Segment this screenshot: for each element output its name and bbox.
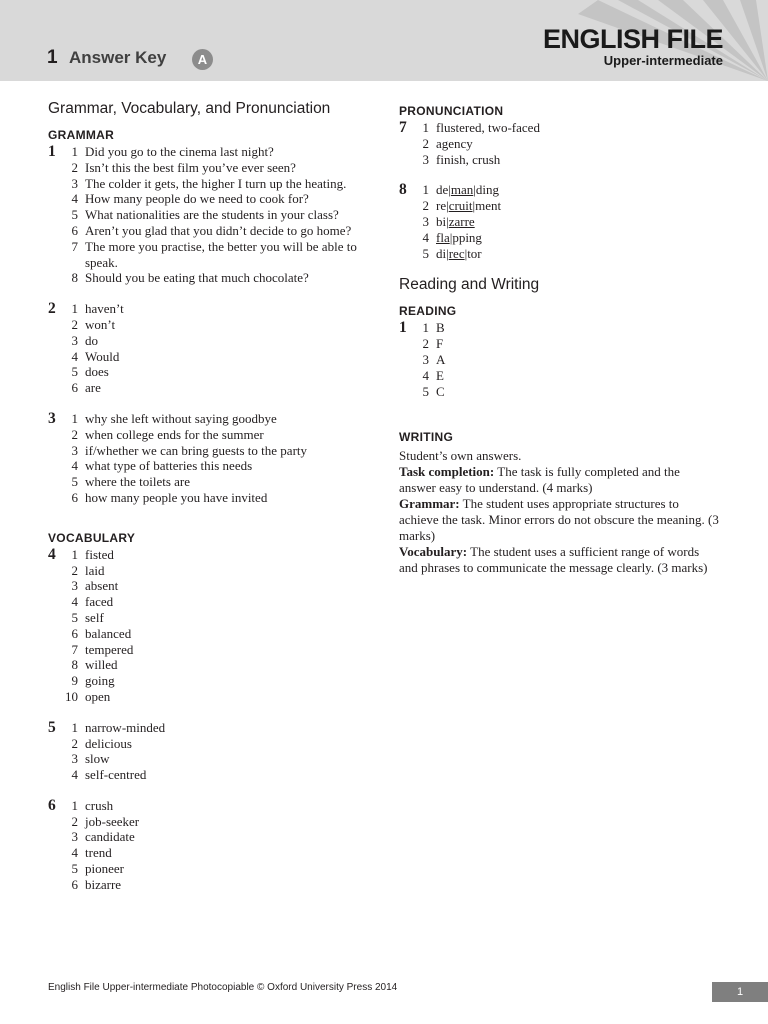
unit-number: 1 — [47, 47, 58, 68]
item-number: 1 — [71, 301, 78, 317]
item-text: pioneer — [85, 861, 124, 877]
answer-item — [413, 368, 719, 384]
exercise-2 — [48, 301, 374, 396]
answer-item — [413, 384, 719, 400]
item-number: 1 — [71, 410, 78, 426]
item-text — [436, 214, 719, 230]
item-text: E — [436, 367, 444, 383]
item-number: 1 — [71, 797, 78, 813]
item-number: 1 — [71, 144, 78, 159]
answer-item — [413, 182, 719, 198]
stressed-syllable: fla — [436, 229, 450, 245]
item-text: when college ends for the summer — [85, 426, 264, 442]
answer-item — [62, 223, 374, 239]
answer-item — [413, 246, 719, 262]
answer-item — [413, 198, 719, 214]
item-number: 2 — [422, 198, 429, 214]
item-number: 1 — [422, 120, 429, 135]
item-text: F — [436, 336, 444, 352]
item-text — [436, 230, 719, 246]
item-number: 6 — [71, 489, 78, 505]
section-title-gvp: Grammar, Vocabulary, and Pronunciation — [48, 100, 331, 117]
answer-list — [413, 320, 719, 399]
item-text: laid — [85, 562, 105, 578]
item-text: are — [85, 380, 101, 396]
answer-item — [413, 120, 719, 136]
item-number: 5 — [71, 207, 78, 223]
item-text: agency — [436, 135, 473, 151]
item-text: bizarre — [85, 876, 122, 892]
exercise-number: 6 — [48, 796, 56, 814]
item-text: candidate — [85, 829, 135, 845]
item-text: why she left without saying goodbye — [85, 410, 277, 426]
item-text: Isn’t this the best film you’ve ever seen? — [85, 159, 296, 175]
item-text: absent — [85, 578, 119, 594]
criterion-text: The task is fully completed and the answer easy to understand. (4 marks) — [399, 464, 680, 496]
item-number: 1 — [71, 546, 78, 562]
item-text: Would — [85, 348, 120, 364]
stress-answer-list — [413, 182, 719, 261]
item-text: do — [85, 332, 98, 348]
answer-item — [62, 610, 374, 626]
answer-item — [413, 136, 719, 152]
exercise-number: 1 — [48, 143, 56, 160]
item-text: How many people do we need to cook for? — [85, 191, 309, 207]
item-number: 3 — [422, 351, 429, 367]
criterion-label: Grammar: — [399, 496, 460, 512]
item-number: 3 — [71, 175, 78, 191]
item-text: does — [85, 364, 109, 380]
criterion-label: Vocabulary: — [399, 543, 468, 559]
item-text: willed — [85, 657, 118, 673]
right-column — [399, 100, 719, 576]
exercise-number: 2 — [48, 300, 56, 318]
answer-list — [62, 411, 374, 506]
item-number: 3 — [71, 829, 78, 845]
item-text: self — [85, 609, 104, 625]
answer-item — [62, 673, 374, 689]
item-text: self-centred — [85, 767, 147, 783]
criterion-text: The student uses a sufficient range of words and phrases to communicate the message clearly. (3 marks) — [399, 543, 708, 575]
answer-item — [62, 458, 374, 474]
exercise-number: 4 — [48, 545, 56, 563]
item-text: Should you be eating that much chocolate? — [85, 270, 309, 286]
answer-item — [62, 317, 374, 333]
item-number: 3 — [71, 751, 78, 767]
syllable-part: di| — [436, 245, 449, 261]
answer-item — [62, 642, 374, 658]
item-number: 4 — [71, 348, 78, 364]
item-text: delicious — [85, 735, 132, 751]
item-number: 7 — [71, 641, 78, 657]
item-text: B — [436, 320, 445, 336]
answer-item — [62, 270, 374, 286]
item-number: 2 — [422, 135, 429, 151]
item-text: The colder it gets, the higher I turn up the heating. — [85, 175, 347, 191]
answer-item — [62, 144, 374, 160]
answer-item — [413, 336, 719, 352]
answer-item — [62, 380, 374, 396]
stressed-syllable: cruit — [448, 198, 473, 214]
item-text: if/whether we can bring guests to the party — [85, 442, 308, 458]
item-number: 1 — [71, 719, 78, 735]
exercise-6 — [48, 798, 374, 893]
grammar-heading: GRAMMAR — [48, 128, 115, 142]
item-number: 2 — [71, 426, 78, 442]
syllable-part: |ment — [472, 198, 502, 214]
answer-item — [62, 239, 374, 271]
item-number: 1 — [422, 182, 429, 198]
item-number: 3 — [71, 332, 78, 348]
syllable-part: de| — [436, 182, 451, 198]
brand-title: ENGLISH FILE — [542, 24, 723, 54]
criterion-text: The student uses appropriate structures to achieve the task. Minor errors do not obscure the meaning. (3 marks) — [399, 496, 719, 543]
page-footer — [48, 982, 397, 993]
answer-item — [62, 427, 374, 443]
item-text: fisted — [85, 546, 114, 562]
answer-item — [413, 230, 719, 246]
answer-item — [62, 689, 374, 705]
stressed-syllable: zarre — [448, 213, 475, 229]
writing-vocabulary — [399, 544, 719, 576]
writing-heading: WRITING — [399, 430, 454, 445]
item-text: open — [85, 688, 111, 704]
answer-item — [62, 845, 374, 861]
item-text: what type of batteries this needs — [85, 458, 253, 474]
stressed-syllable: rec — [448, 245, 465, 261]
exercise-8 — [399, 182, 719, 261]
item-text: job-seeker — [85, 813, 140, 829]
item-text: Did you go to the cinema last night? — [85, 144, 274, 159]
syllable-part: re| — [436, 198, 449, 214]
answer-item — [62, 160, 374, 176]
answer-item — [62, 349, 374, 365]
item-number: 2 — [71, 813, 78, 829]
item-number: 5 — [71, 609, 78, 625]
answer-item — [62, 594, 374, 610]
item-number: 3 — [422, 151, 429, 167]
answer-list — [62, 144, 374, 286]
item-text: balanced — [85, 625, 132, 641]
item-number: 10 — [65, 688, 78, 704]
item-number: 5 — [422, 245, 429, 261]
answer-item — [413, 152, 719, 168]
item-text: crush — [85, 797, 114, 813]
item-text: narrow-minded — [85, 719, 166, 735]
item-number: 2 — [71, 316, 78, 332]
section-title-rw: Reading and Writing — [399, 276, 540, 294]
answer-item — [62, 301, 374, 317]
answer-item — [62, 364, 374, 380]
answer-item — [62, 176, 374, 192]
item-text: won’t — [85, 316, 116, 332]
exercise-7 — [399, 120, 719, 167]
answer-item — [413, 352, 719, 368]
item-text: C — [436, 383, 445, 399]
item-text: finish, crush — [436, 151, 501, 167]
footer-copyright: Photocopiable © Oxford University Press 2014 — [188, 982, 398, 993]
syllable-part: bi| — [436, 213, 449, 229]
item-text: tempered — [85, 641, 134, 657]
answer-list — [413, 120, 719, 167]
item-number: 4 — [71, 191, 78, 207]
brand-logo — [543, 24, 723, 68]
item-number: 3 — [71, 442, 78, 458]
item-text: haven’t — [85, 301, 124, 317]
answer-item — [413, 320, 719, 336]
reading-exercise-1 — [399, 320, 719, 399]
item-number: 4 — [71, 458, 78, 474]
exercise-number: 8 — [399, 181, 407, 199]
answer-item — [62, 657, 374, 673]
unit-title: Answer Key — [69, 48, 167, 67]
item-number: 4 — [71, 767, 78, 783]
item-number: 5 — [422, 383, 429, 399]
criterion-label: Task completion: — [399, 464, 495, 480]
left-column — [48, 100, 374, 908]
item-number: 6 — [71, 876, 78, 892]
answer-item — [62, 443, 374, 459]
exercise-3 — [48, 411, 374, 506]
item-text — [436, 246, 719, 262]
pronunciation-heading: PRONUNCIATION — [399, 104, 504, 118]
exercise-number: 1 — [399, 319, 407, 337]
item-number: 8 — [71, 657, 78, 673]
item-number: 3 — [422, 213, 429, 229]
answer-item — [62, 814, 374, 830]
answer-list — [62, 798, 374, 893]
answer-item — [62, 333, 374, 349]
answer-list — [62, 720, 374, 783]
answer-item — [62, 207, 374, 223]
answer-item — [413, 214, 719, 230]
item-number: 5 — [71, 474, 78, 490]
brand-subtitle: Upper-intermediate — [603, 53, 723, 68]
exercise-number: 3 — [48, 409, 56, 427]
answer-item — [62, 411, 374, 427]
item-number: 7 — [71, 238, 78, 254]
item-number: 8 — [71, 270, 78, 286]
answer-item — [62, 736, 374, 752]
syllable-part: |ding — [473, 182, 499, 198]
item-text: Aren’t you glad that you didn’t decide to go home? — [85, 222, 352, 238]
item-number: 3 — [71, 578, 78, 594]
exercise-number: 7 — [399, 119, 407, 136]
item-number: 5 — [71, 861, 78, 877]
answer-item — [62, 563, 374, 579]
item-number: 9 — [71, 673, 78, 689]
stressed-syllable: man — [450, 182, 474, 198]
answer-item — [62, 191, 374, 207]
item-number: 4 — [71, 845, 78, 861]
exercise-4 — [48, 547, 374, 705]
item-text: The more you practise, the better you will be able to speak. — [85, 238, 357, 270]
item-text — [436, 198, 719, 214]
exercise-number: 5 — [48, 718, 56, 736]
item-text: slow — [85, 751, 110, 767]
item-number: 6 — [71, 380, 78, 396]
item-number: 2 — [422, 336, 429, 352]
item-text: how many people you have invited — [85, 489, 268, 505]
answer-item — [62, 490, 374, 506]
answer-item — [62, 626, 374, 642]
answer-item — [62, 474, 374, 490]
writing-grammar — [399, 496, 719, 544]
answer-item — [62, 877, 374, 893]
item-text — [436, 182, 719, 198]
vocabulary-heading: VOCABULARY — [48, 530, 136, 545]
item-text: faced — [85, 594, 114, 610]
item-number: 2 — [71, 735, 78, 751]
answer-item — [62, 547, 374, 563]
syllable-part: |tor — [464, 245, 482, 261]
footer-title: English File Upper-intermediate — [48, 982, 189, 993]
exercise-5 — [48, 720, 374, 783]
item-number: 4 — [71, 594, 78, 610]
reading-heading: READING — [399, 304, 457, 319]
answer-item — [62, 751, 374, 767]
item-number: 6 — [71, 222, 78, 238]
item-text: trend — [85, 845, 112, 861]
page-header — [0, 0, 768, 81]
item-text: where the toilets are — [85, 474, 191, 490]
item-number: 2 — [71, 159, 78, 175]
item-number: 4 — [422, 367, 429, 383]
item-text: going — [85, 673, 115, 689]
syllable-part: |pping — [449, 229, 482, 245]
answer-item — [62, 720, 374, 736]
answer-item — [62, 578, 374, 594]
item-text: A — [436, 351, 446, 367]
answer-item — [62, 767, 374, 783]
item-number: 2 — [71, 562, 78, 578]
answer-item — [62, 829, 374, 845]
version-badge: A — [192, 49, 213, 70]
writing-task-completion — [399, 464, 719, 496]
item-text: What nationalities are the students in your class? — [85, 207, 339, 223]
item-text: flustered, two-faced — [436, 120, 540, 135]
writing-intro: Student’s own answers. — [399, 448, 522, 464]
answer-item — [62, 798, 374, 814]
item-number: 6 — [71, 625, 78, 641]
answer-item — [62, 861, 374, 877]
item-number: 4 — [422, 229, 429, 245]
answer-list — [62, 547, 374, 705]
page-number: 1 — [712, 982, 768, 1002]
answer-list — [62, 301, 374, 396]
item-number: 1 — [422, 320, 429, 336]
exercise-1 — [48, 144, 374, 286]
item-number: 5 — [71, 364, 78, 380]
